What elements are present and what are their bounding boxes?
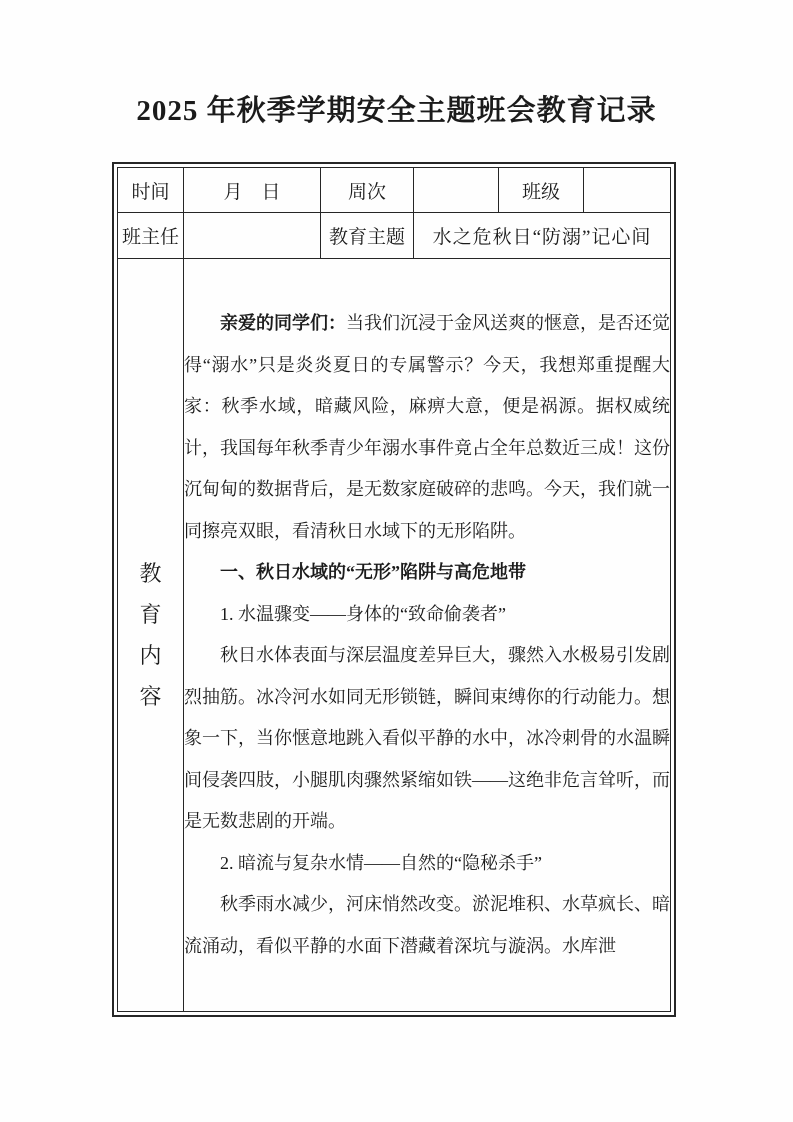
- content-vertical-label: [118, 562, 183, 709]
- subheading-2: 2. 暗流与复杂水情——自然的“隐秘杀手”: [220, 852, 542, 873]
- subheading-1: 1. 水温骤变——身体的“致命偷袭者”: [220, 603, 506, 624]
- teacher-label: 班主任: [118, 213, 184, 259]
- teacher-value-cell[interactable]: [184, 213, 321, 259]
- theme-value: 水之危秋日“防溺”记心间: [414, 213, 671, 259]
- content-label-char: 内: [139, 642, 162, 668]
- salutation-bold: 亲爱的同学们：: [220, 313, 346, 333]
- class-label: 班级: [499, 168, 584, 213]
- intro-text: 当我们沉浸于金风送爽的惬意，是否还觉得“溺水”只是炎炎夏日的专属警示？今天，我想郑重提醒大家：秋季水域，暗藏风险，麻痹大意，便是祸源。据权威统计，我国每年秋季青少年溺水事件竟占全年总数近三成！这份沉甸甸的数据背后，是无数家庭破碎的悲鸣。今天，我们就一同擦亮双眼，看清秋日水域下的无形陷阱。: [184, 313, 670, 541]
- week-value-cell[interactable]: [414, 168, 499, 213]
- theme-label: 教育主题: [321, 213, 414, 259]
- content-label-char: 育: [139, 601, 162, 627]
- content-paragraph-intro: [184, 303, 670, 552]
- week-label: 周次: [321, 168, 414, 213]
- time-value-cell[interactable]: 月 日: [184, 168, 321, 213]
- time-label: 时间: [118, 168, 184, 213]
- content-label-char: 容: [139, 683, 162, 709]
- table-row: [118, 213, 671, 259]
- education-content-cell[interactable]: [184, 259, 671, 1012]
- content-paragraph-2: 秋日水体表面与深层温度差异巨大，骤然入水极易引发剧烈抽筋。冰冷河水如同无形锁链，瞬间束缚你的行动能力。想象一下，当你惬意地跳入看似平静的水中，冰冷刺骨的水温瞬间侵袭四肢，小腿肌肉骤然紧缩如铁——这绝非危言耸听，而是无数悲剧的开端。: [184, 645, 670, 831]
- content-paragraph-3: 秋季雨水减少，河床悄然改变。淤泥堆积、水草疯长、暗流涌动，看似平静的水面下潜藏着深坑与漩涡。水库泄: [184, 894, 670, 956]
- content-label-cell: [118, 259, 184, 1012]
- content-label-char: 教: [139, 560, 162, 586]
- class-value-cell[interactable]: [584, 168, 671, 213]
- page-title: 2025 年秋季学期安全主题班会教育记录: [136, 95, 657, 127]
- record-table: [112, 162, 676, 1017]
- table-row: [118, 168, 671, 213]
- table-row: [118, 259, 671, 1012]
- section-heading-1: 一、秋日水域的“无形”陷阱与高危地带: [220, 562, 526, 582]
- record-form-table: [117, 167, 671, 1012]
